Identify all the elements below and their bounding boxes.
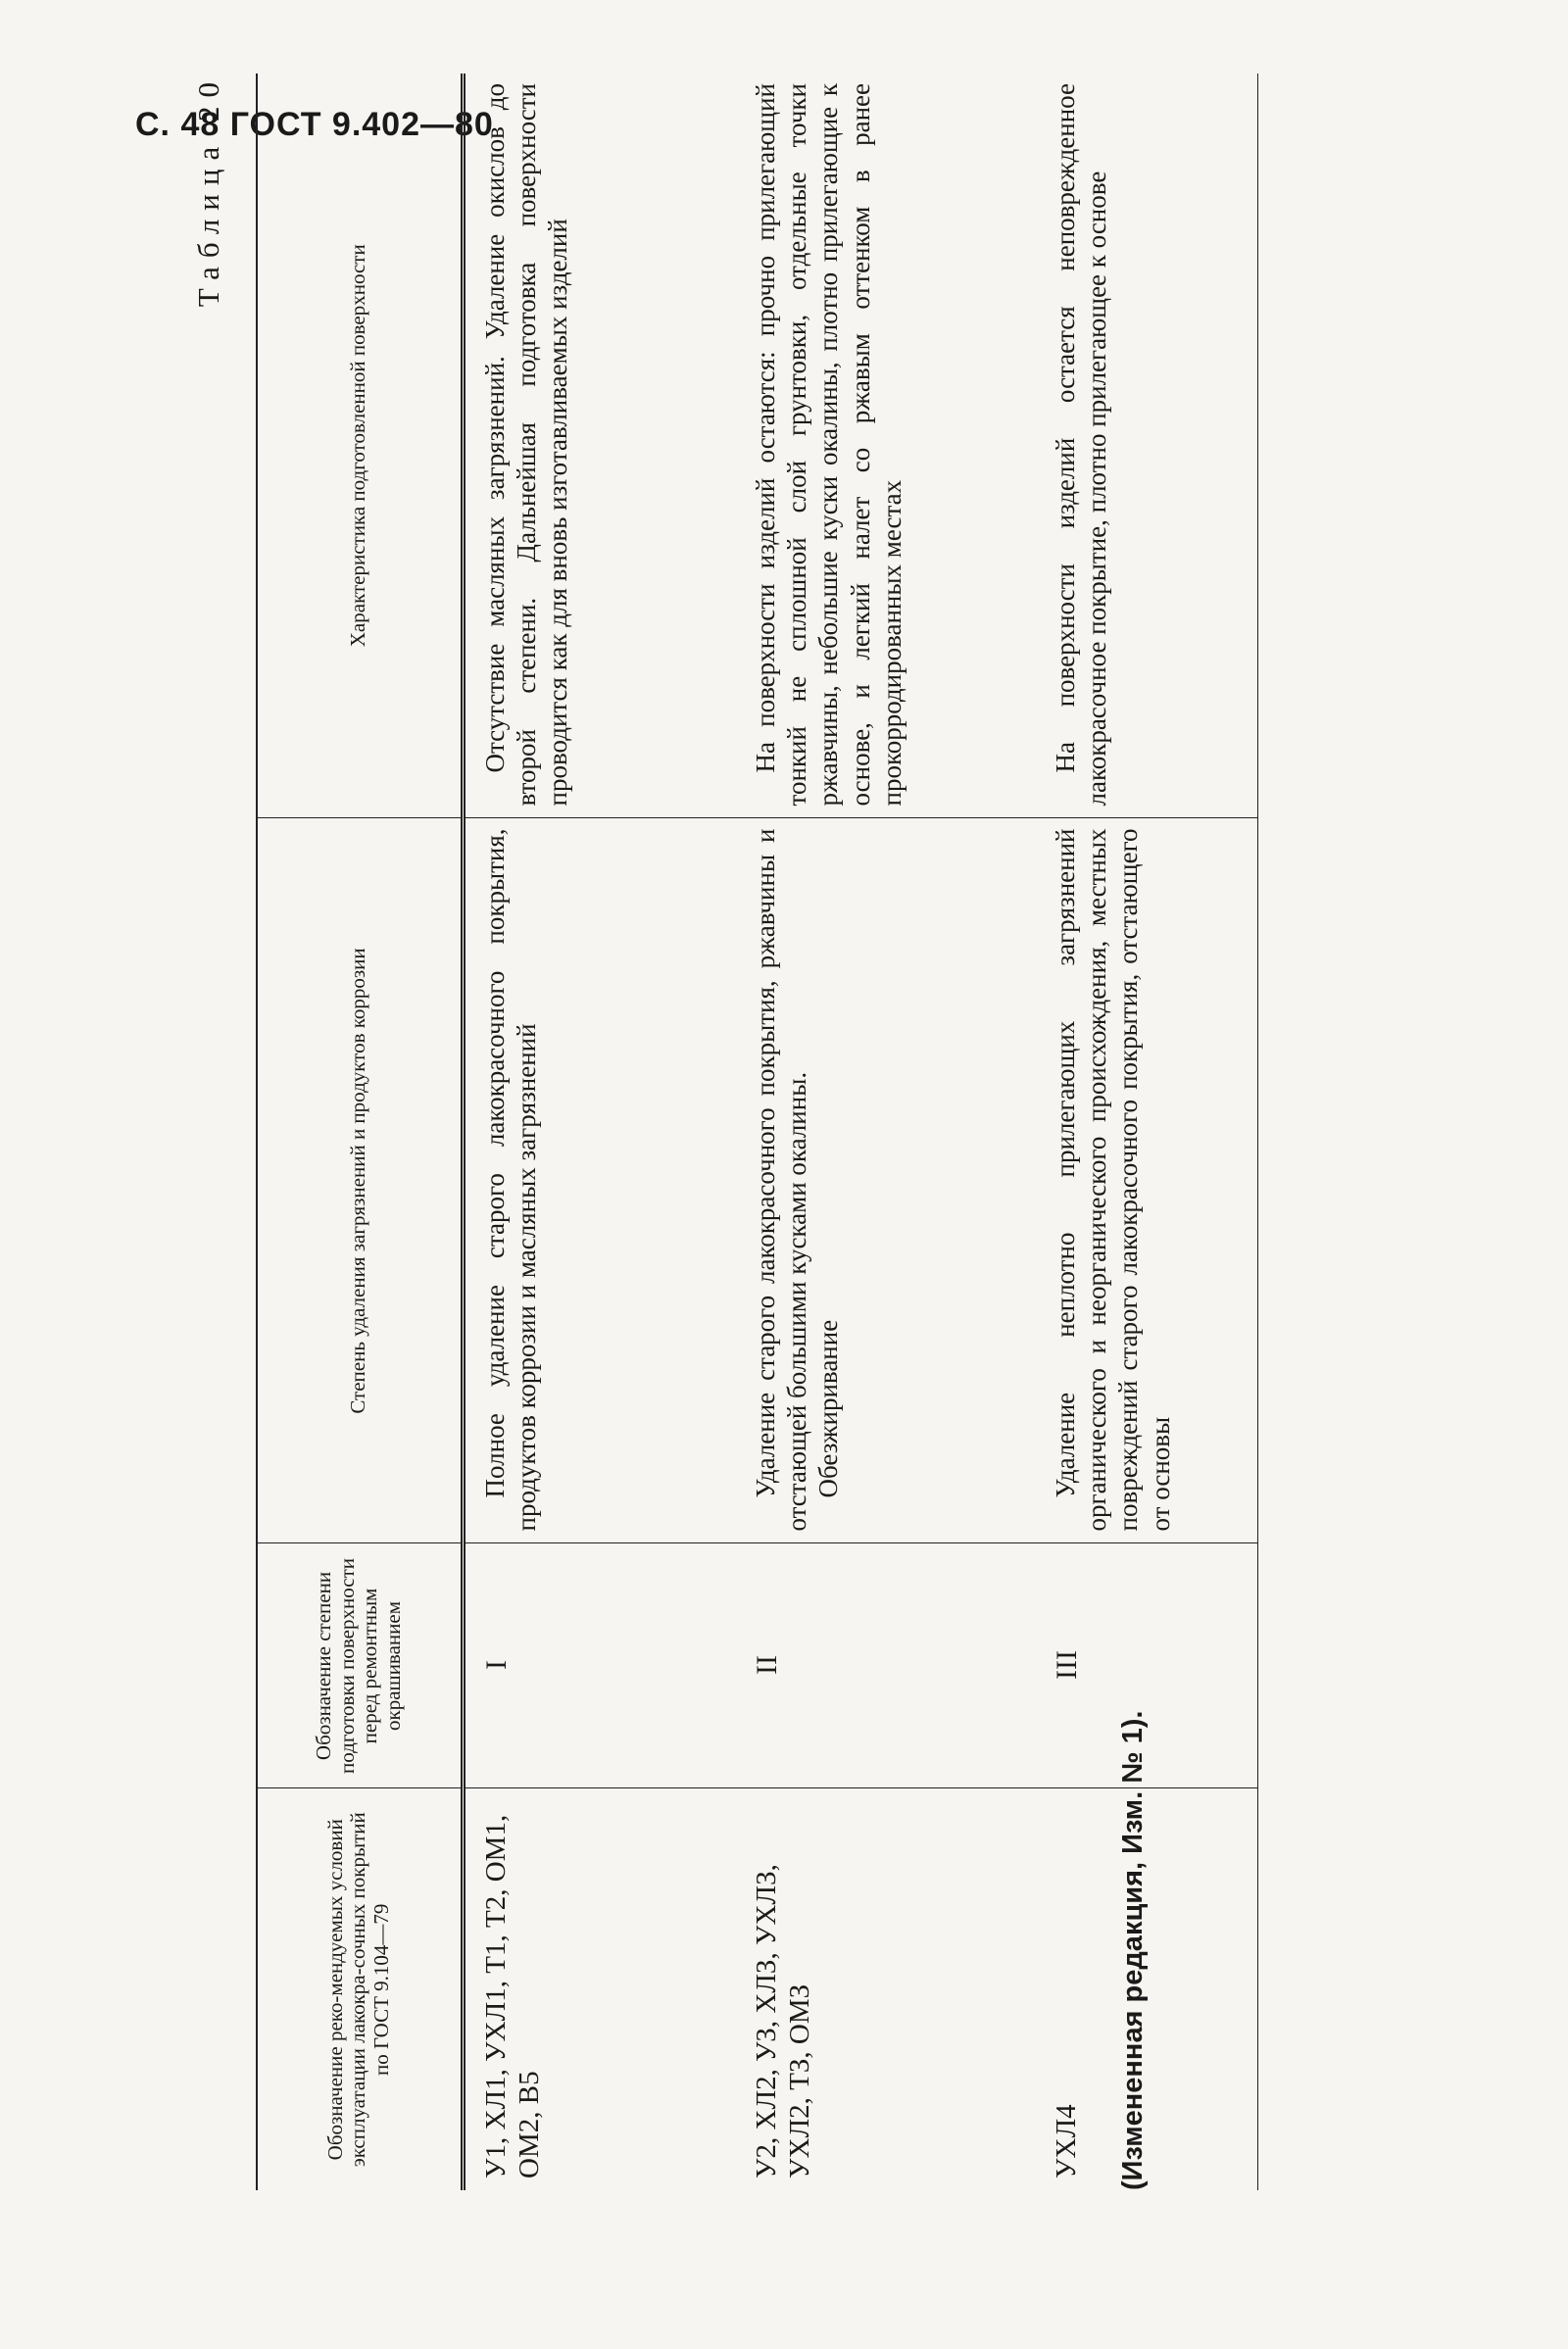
table-header-row xyxy=(257,73,463,2190)
removal-text: Удаление неплотно прилегающих загрязнений органического и неорганического происхождения, местных повреждений старого лакокрасочного покрытия, отстающего от основы xyxy=(1050,828,1175,1532)
cell-grade: II xyxy=(736,1543,1036,1788)
rotated-table-block xyxy=(191,73,1210,2190)
cell-grade: III xyxy=(1036,1543,1258,1788)
removal-extra-text: Обезжиривание xyxy=(813,1319,844,1498)
removal-text: Полное удаление старого лакокрасочного покрытия, продуктов коррозии и масляных загрязнений xyxy=(479,828,541,1532)
preparation-table xyxy=(256,73,1258,2190)
cell-removal xyxy=(463,818,736,1543)
cell-surface xyxy=(463,73,736,818)
table-row xyxy=(736,73,1036,2190)
column-header-conditions: Обозначение реко-мендуемых условий эксплуатации лакокра-сочных покрытий по ГОСТ 9.104—79 xyxy=(257,1788,463,2190)
amendment-note: (Измененная редакция, Изм. № 1). xyxy=(1117,1710,1149,2190)
column-header-removal: Степень удаления загрязнений и продуктов коррозии xyxy=(257,818,463,1543)
cell-conditions: У2, ХЛ2, УЗ, ХЛЗ, УХЛЗ, УХЛ2, ТЗ, ОМЗ xyxy=(750,1864,816,2178)
column-header-surface: Характеристика подготовленной поверхности xyxy=(257,73,463,818)
surface-text: На поверхности изделий остаются: прочно прилегающий тонкий не сплошной слой грунтовки, отдельные точки ржавчины, небольшие куски окалины, плотно прилегающие к основе, и легкий налет со ржавым оттенком в ранее прокорродированных местах xyxy=(750,83,907,807)
page-header: С. 48 ГОСТ 9.402—80 xyxy=(135,106,494,143)
cell-surface xyxy=(1036,73,1258,818)
column-header-grade: Обозначение степени подготовки поверхности перед ремонтным окрашиванием xyxy=(257,1543,463,1788)
table-caption: Таблица 20 xyxy=(191,73,225,308)
cell-surface xyxy=(736,73,1036,818)
surface-text: Отсутствие масляных загрязнений. Удаление окислов до второй степени. Дальнейшая подготовка поверхности проводится как для вновь изготавливаемых изделий xyxy=(479,83,573,807)
cell-removal xyxy=(1036,818,1258,1543)
cell-grade: I xyxy=(463,1543,736,1788)
cell-removal xyxy=(736,818,1036,1543)
cell-conditions: У1, ХЛ1, УХЛ1, Т1, Т2, ОМ1, ОМ2, В5 xyxy=(479,1814,546,2178)
cell-conditions: УХЛ4 xyxy=(1036,1788,1258,2190)
removal-text: Удаление старого лакокрасочного покрытия, ржавчины и отстающей большими кусками окалины. xyxy=(750,828,811,1532)
surface-text: На поверхности изделий остается неповрежденное лакокрасочное покрытие, плотно прилегающее к основе xyxy=(1050,83,1111,807)
table-row xyxy=(463,73,736,2190)
